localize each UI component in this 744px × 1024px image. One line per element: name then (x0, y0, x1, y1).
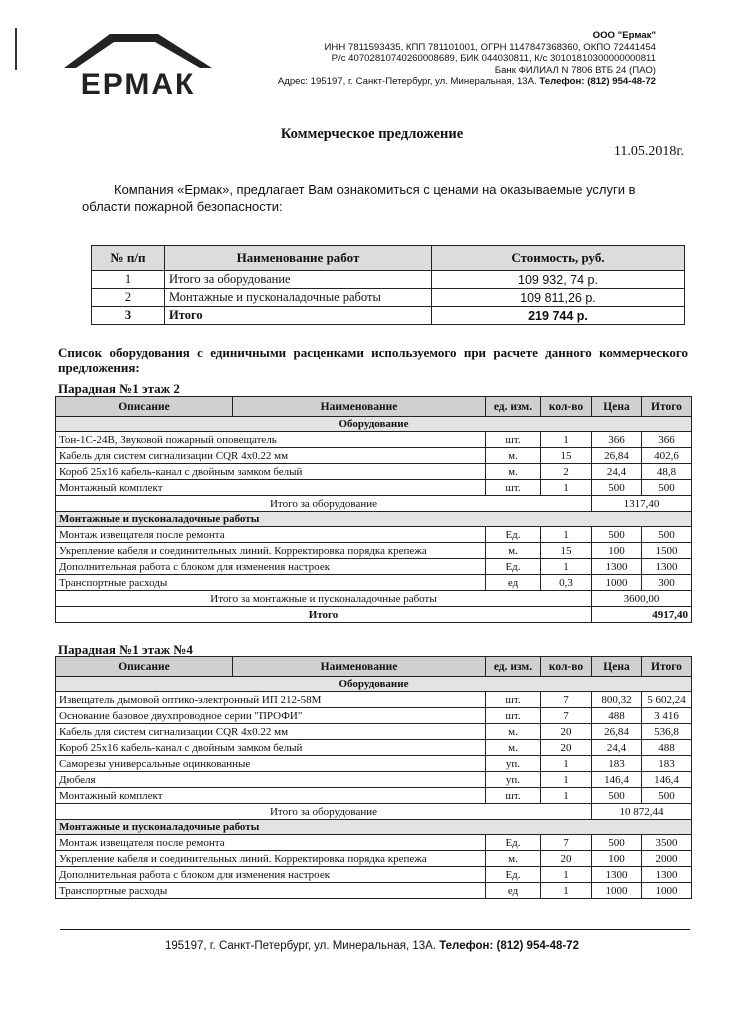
intro-text: Компания «Ермак», предлагает Вам ознакомиться с ценами на оказываемые услуги в области пожарной безопасности: (82, 182, 636, 214)
summary-cost: 109 811,26 р. (432, 289, 685, 307)
item-unit: Ед. (486, 867, 541, 883)
item-total: 300 (642, 575, 692, 591)
equipment-total-value: 10 872,44 (592, 804, 692, 820)
item-price: 26,84 (592, 724, 642, 740)
item-row (56, 772, 692, 788)
summary-header-row (92, 246, 685, 271)
item-total: 1000 (642, 883, 692, 899)
item-total: 1300 (642, 867, 692, 883)
item-unit: м. (486, 740, 541, 756)
item-row (56, 527, 692, 543)
item-name: Монтажный комплект (56, 480, 486, 496)
group-row-equipment (56, 677, 692, 692)
ermak-logo (58, 28, 218, 98)
equipment-list-heading-text: Список оборудования с единичными расценками используемого при расчете данного коммерческого предложения: (58, 345, 688, 375)
item-unit: шт. (486, 788, 541, 804)
item-name: Транспортные расходы (56, 575, 486, 591)
item-row (56, 708, 692, 724)
summary-num: 2 (92, 289, 165, 307)
item-qty: 15 (541, 543, 592, 559)
table-header-row (56, 657, 692, 677)
item-row (56, 756, 692, 772)
item-unit: Ед. (486, 559, 541, 575)
item-qty: 15 (541, 448, 592, 464)
item-unit: ед (486, 575, 541, 591)
item-name: Кабель для систем сигнализации CQR 4x0.22 мм (56, 448, 486, 464)
item-row (56, 692, 692, 708)
company-requisites (216, 30, 656, 88)
item-total: 1300 (642, 559, 692, 575)
table-header-row (56, 397, 692, 417)
item-name: Укрепление кабеля и соединительных линий. Корректировка порядка крепежа (56, 851, 486, 867)
item-price: 1000 (592, 575, 642, 591)
item-price: 1300 (592, 559, 642, 575)
item-row (56, 788, 692, 804)
item-name: Монтаж извещателя после ремонта (56, 527, 486, 543)
summary-name: Итого (165, 307, 432, 325)
item-qty: 7 (541, 708, 592, 724)
item-unit: шт. (486, 692, 541, 708)
summary-row (92, 271, 685, 289)
item-name: Извещатель дымовой оптико-электронный ИП 212-58М (56, 692, 486, 708)
item-total: 500 (642, 480, 692, 496)
summary-header-cost: Стоимость, руб. (432, 246, 685, 271)
grand-total-value: 4917,40 (592, 607, 692, 623)
header-name: Наименование (233, 657, 486, 677)
item-unit: ед (486, 883, 541, 899)
item-row (56, 851, 692, 867)
item-price: 24,4 (592, 464, 642, 480)
section1-table (55, 396, 692, 623)
item-total: 2000 (642, 851, 692, 867)
group-row-works (56, 820, 692, 835)
summary-cost: 109 932, 74 р. (432, 271, 685, 289)
grand-total-row (56, 607, 692, 623)
summary-name: Итого за оборудование (165, 271, 432, 289)
item-qty: 1 (541, 883, 592, 899)
item-unit: шт. (486, 432, 541, 448)
item-price: 1300 (592, 867, 642, 883)
equipment-total-value: 1317,40 (592, 496, 692, 512)
item-total: 500 (642, 527, 692, 543)
summary-header-num: № п/п (92, 246, 165, 271)
equipment-list-heading (58, 346, 688, 375)
item-unit: м. (486, 448, 541, 464)
item-row (56, 867, 692, 883)
item-total: 183 (642, 756, 692, 772)
item-unit: уп. (486, 772, 541, 788)
item-name: Дополнительная работа с блоком для изменения настроек (56, 867, 486, 883)
item-price: 26,84 (592, 448, 642, 464)
item-total: 3500 (642, 835, 692, 851)
item-total: 402,6 (642, 448, 692, 464)
footer-divider (60, 929, 690, 930)
item-price: 146,4 (592, 772, 642, 788)
company-name: ООО "Ермак" (592, 30, 656, 41)
item-row (56, 883, 692, 899)
footer (0, 940, 744, 952)
item-qty: 20 (541, 740, 592, 756)
company-line3: Банк ФИЛИАЛ N 7806 ВТБ 24 (ПАО) (494, 64, 656, 76)
group-label: Монтажные и пусконаладочные работы (56, 512, 692, 527)
item-total: 5 602,24 (642, 692, 692, 708)
header-qty: кол-во (541, 397, 592, 417)
item-total: 366 (642, 432, 692, 448)
item-price: 100 (592, 543, 642, 559)
item-name: Тон-1С-24В, Звуковой пожарный оповещатель (56, 432, 486, 448)
item-price: 24,4 (592, 740, 642, 756)
company-line1: ИНН 7811593435, КПП 781101001, ОГРН 1147847368360, ОКПО 72441454 (324, 41, 656, 53)
summary-num: 1 (92, 271, 165, 289)
item-name: Короб 25x16 кабель-канал с двойным замком белый (56, 464, 486, 480)
section1-title: Парадная №1 этаж 2 (58, 381, 180, 396)
company-address-line (216, 76, 656, 88)
item-row (56, 575, 692, 591)
item-name: Дополнительная работа с блоком для изменения настроек (56, 559, 486, 575)
item-price: 366 (592, 432, 642, 448)
item-unit: шт. (486, 480, 541, 496)
item-qty: 1 (541, 432, 592, 448)
item-price: 800,32 (592, 692, 642, 708)
item-name: Саморезы универсальные оцинкованные (56, 756, 486, 772)
scan-mark (15, 28, 17, 70)
item-row (56, 543, 692, 559)
item-unit: Ед. (486, 835, 541, 851)
item-qty: 1 (541, 756, 592, 772)
header-price: Цена (592, 397, 642, 417)
equipment-total-row (56, 804, 692, 820)
item-unit: м. (486, 851, 541, 867)
item-unit: Ед. (486, 527, 541, 543)
footer-phone: Телефон: (812) 954-48-72 (439, 940, 579, 952)
summary-row-total (92, 307, 685, 325)
item-qty: 1 (541, 527, 592, 543)
equipment-total-row (56, 496, 692, 512)
item-name: Кабель для систем сигнализации CQR 4x0.22 мм (56, 724, 486, 740)
item-unit: м. (486, 543, 541, 559)
document-title: Коммерческое предложение (280, 126, 464, 142)
item-total: 146,4 (642, 772, 692, 788)
item-total: 48,8 (642, 464, 692, 480)
item-qty: 1 (541, 867, 592, 883)
company-address: Адрес: 195197, г. Санкт-Петербург, ул. Минеральная, 13А. (277, 76, 537, 88)
works-total-row (56, 591, 692, 607)
item-unit: м. (486, 464, 541, 480)
company-line2: Р/с 40702810740260008689, БИК 044030811, К/с 30101810300000000811 (331, 53, 656, 65)
item-price: 500 (592, 788, 642, 804)
item-row (56, 448, 692, 464)
group-row-works (56, 512, 692, 527)
item-price: 488 (592, 708, 642, 724)
item-name: Короб 25x16 кабель-канал с двойным замком белый (56, 740, 486, 756)
header-description: Описание (56, 657, 233, 677)
item-qty: 1 (541, 772, 592, 788)
item-total: 500 (642, 788, 692, 804)
item-unit: шт. (486, 708, 541, 724)
item-name: Укрепление кабеля и соединительных линий. Корректировка порядка крепежа (56, 543, 486, 559)
item-price: 183 (592, 756, 642, 772)
item-price: 500 (592, 527, 642, 543)
item-row (56, 559, 692, 575)
summary-row (92, 289, 685, 307)
item-qty: 1 (541, 559, 592, 575)
section2-table (55, 656, 692, 899)
item-row (56, 432, 692, 448)
header-unit: ед. изм. (486, 657, 541, 677)
item-row (56, 835, 692, 851)
item-row (56, 464, 692, 480)
item-total: 536,8 (642, 724, 692, 740)
equipment-total-label: Итого за оборудование (56, 496, 592, 512)
group-label: Оборудование (56, 677, 692, 692)
footer-address: 195197, г. Санкт-Петербург, ул. Минеральная, 13А. (165, 940, 436, 952)
equipment-total-label: Итого за оборудование (56, 804, 592, 820)
item-qty: 20 (541, 851, 592, 867)
item-qty: 7 (541, 692, 592, 708)
item-total: 3 416 (642, 708, 692, 724)
item-row (56, 480, 692, 496)
grand-total-label: Итого (56, 607, 592, 623)
header-qty: кол-во (541, 657, 592, 677)
item-total: 1500 (642, 543, 692, 559)
group-row-equipment (56, 417, 692, 432)
item-qty: 0,3 (541, 575, 592, 591)
item-name: Транспортные расходы (56, 883, 486, 899)
summary-cost: 219 744 р. (432, 307, 685, 325)
item-name: Монтаж извещателя после ремонта (56, 835, 486, 851)
item-qty: 1 (541, 788, 592, 804)
header-total: Итого (642, 397, 692, 417)
item-unit: уп. (486, 756, 541, 772)
item-unit: м. (486, 724, 541, 740)
item-price: 500 (592, 835, 642, 851)
item-price: 1000 (592, 883, 642, 899)
item-price: 100 (592, 851, 642, 867)
header-unit: ед. изм. (486, 397, 541, 417)
header-name: Наименование (233, 397, 486, 417)
item-name: Монтажный комплект (56, 788, 486, 804)
works-total-value: 3600,00 (592, 591, 692, 607)
item-price: 500 (592, 480, 642, 496)
summary-table (91, 245, 685, 325)
group-label: Оборудование (56, 417, 692, 432)
item-name: Дюбеля (56, 772, 486, 788)
item-qty: 7 (541, 835, 592, 851)
item-row (56, 724, 692, 740)
summary-header-name: Наименование работ (165, 246, 432, 271)
works-total-label: Итого за монтажные и пусконаладочные работы (56, 591, 592, 607)
header-price: Цена (592, 657, 642, 677)
section2-title: Парадная №1 этаж №4 (58, 642, 193, 657)
company-phone: Телефон: (812) 954-48-72 (539, 76, 656, 88)
item-row (56, 740, 692, 756)
item-qty: 1 (541, 480, 592, 496)
item-qty: 20 (541, 724, 592, 740)
header-description: Описание (56, 397, 233, 417)
summary-num: 3 (92, 307, 165, 325)
item-qty: 2 (541, 464, 592, 480)
item-name: Основание базовое двухпроводное серии "ПРОФИ" (56, 708, 486, 724)
group-label: Монтажные и пусконаладочные работы (56, 820, 692, 835)
item-total: 488 (642, 740, 692, 756)
summary-name: Монтажные и пусконаладочные работы (165, 289, 432, 307)
logo-text: ЕРМАК (80, 68, 196, 98)
header-total: Итого (642, 657, 692, 677)
document-date: 11.05.2018г. (613, 144, 684, 159)
